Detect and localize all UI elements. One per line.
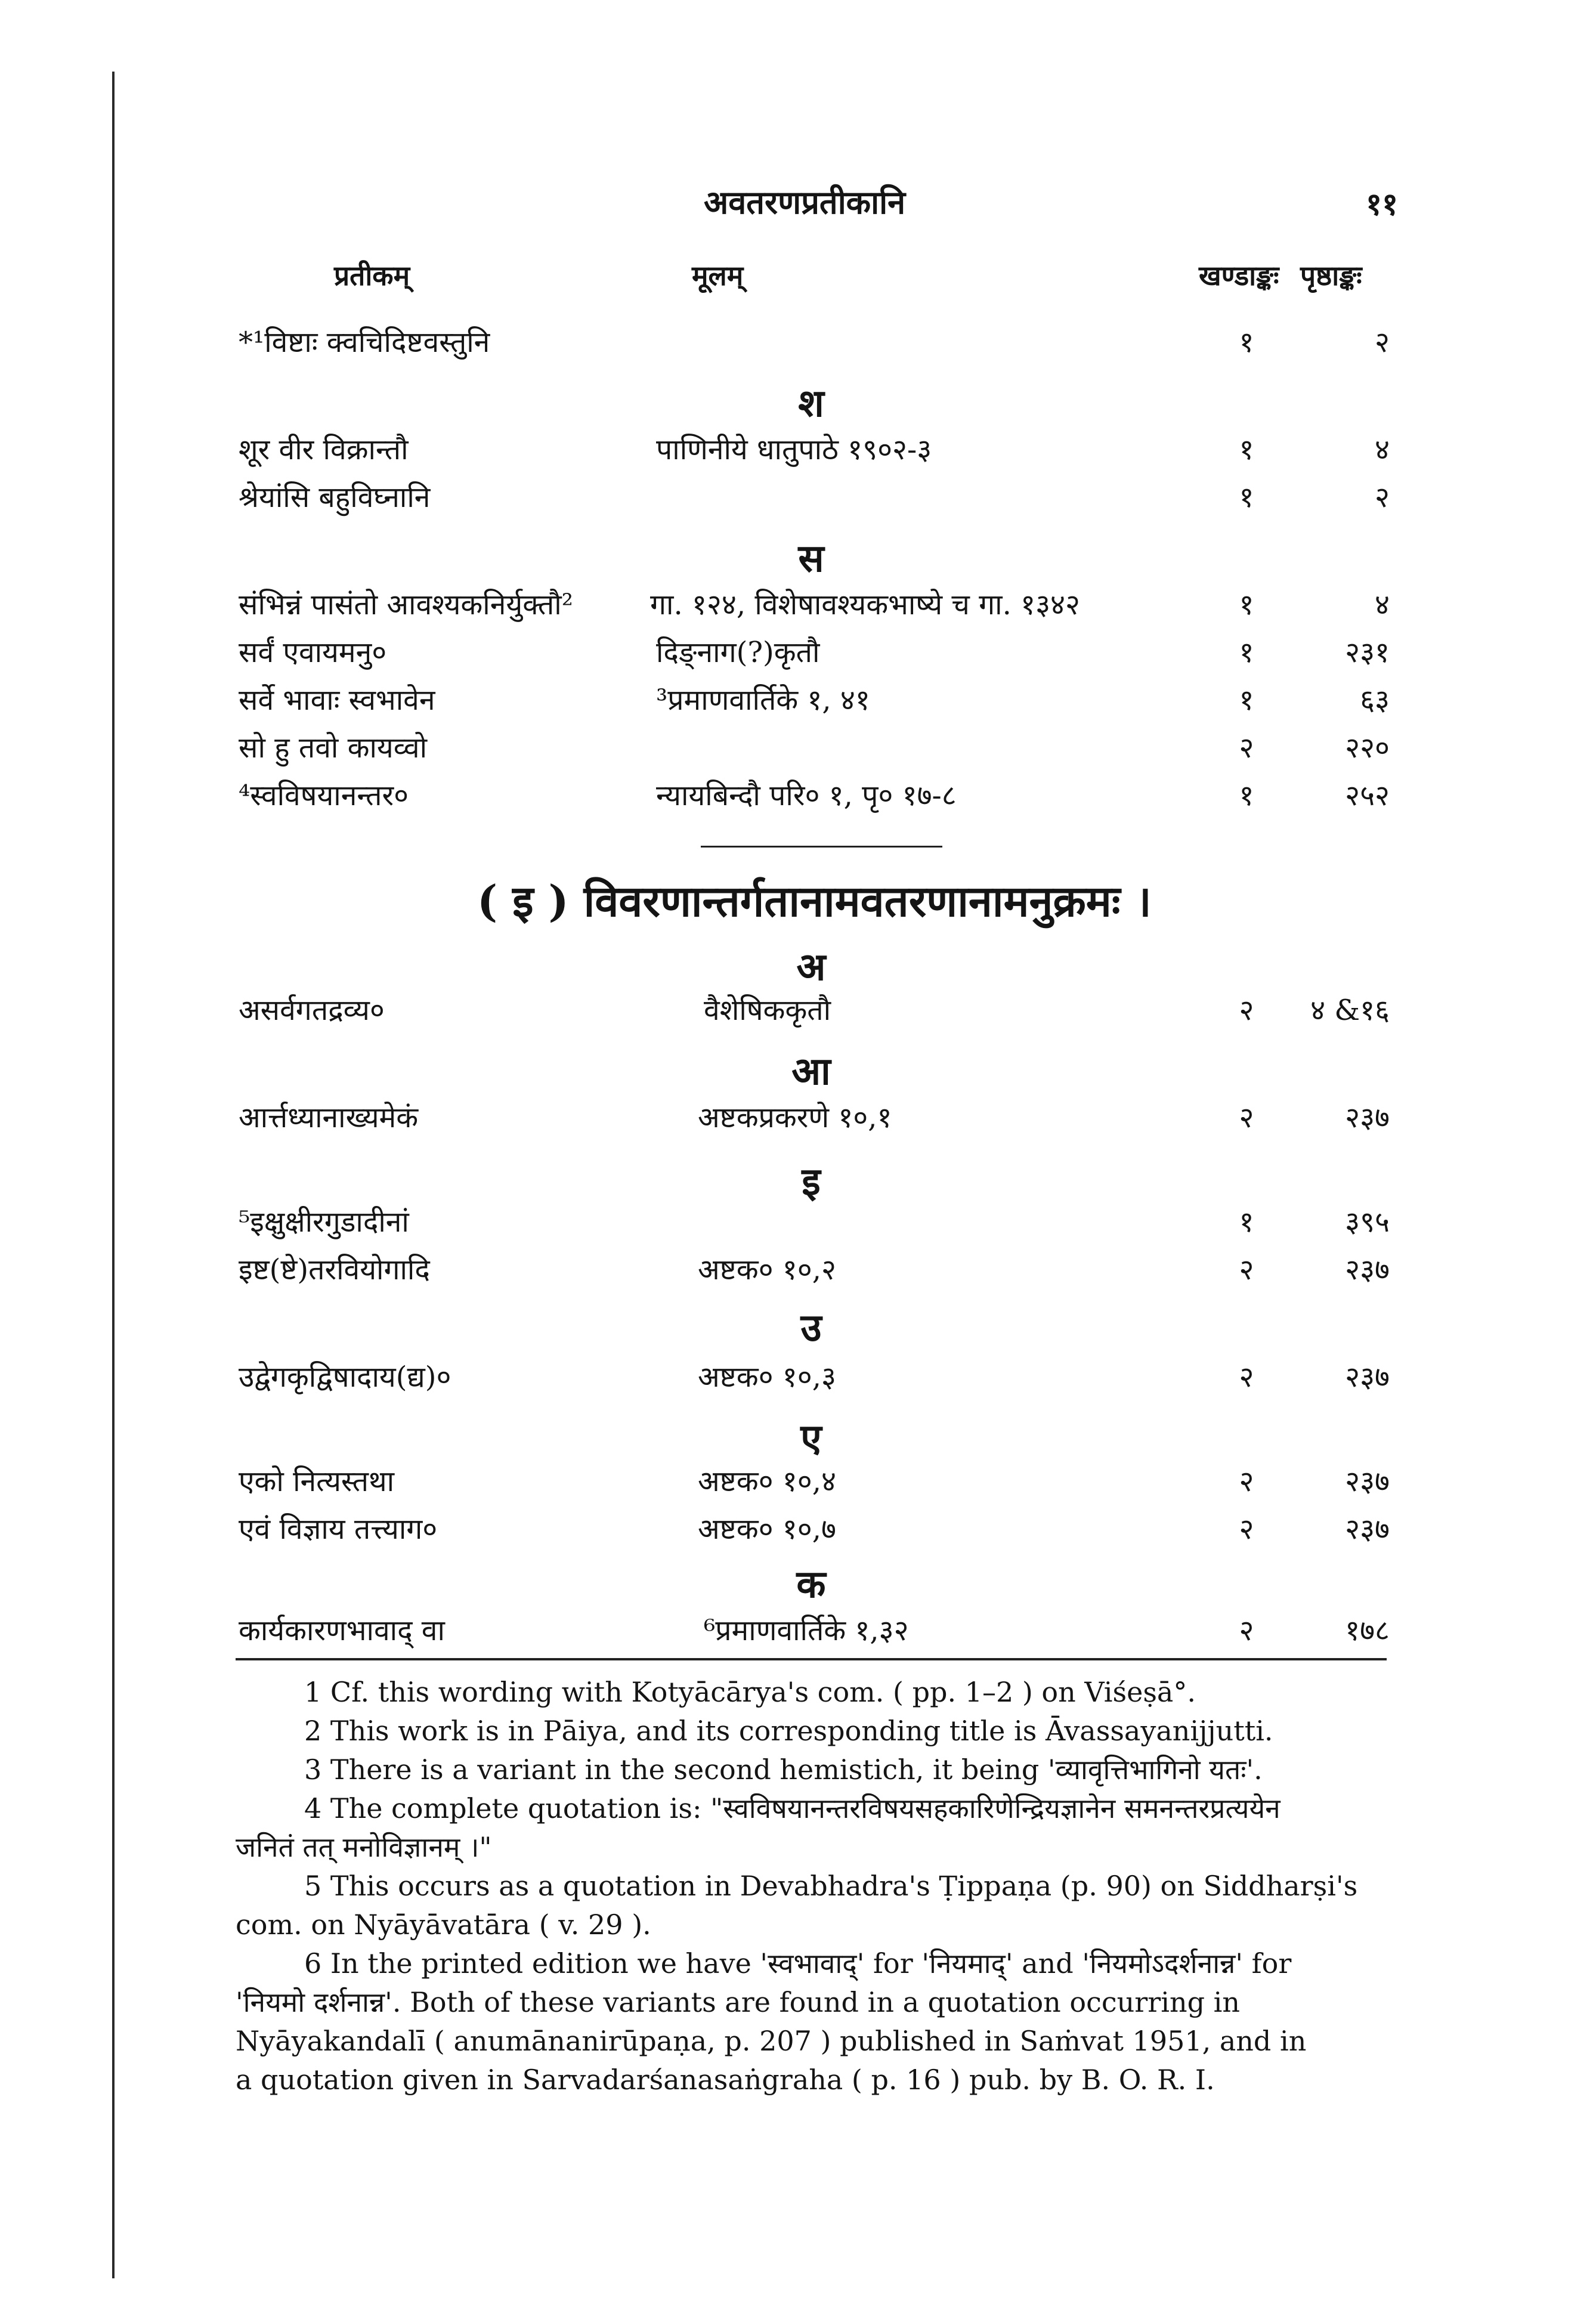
table-row xyxy=(239,322,1390,364)
section-heading: ( इ ) विवरणान्तर्गतानामवतरणानामनुक्रमः । xyxy=(477,876,1152,926)
pratikam-cell: आर्त्तध्यानाख्यमेकं xyxy=(239,1101,419,1134)
prishtha-cell: २३१ xyxy=(1345,636,1390,669)
pratikam-cell: श्रेयांसि बहुविघ्नानि xyxy=(239,481,431,514)
footnote-continuation: जनितं तत् मनोविज्ञानम् ।" xyxy=(236,1831,492,1863)
khanda-cell: १ xyxy=(1239,481,1254,514)
prishtha-cell: २२० xyxy=(1345,731,1390,765)
khanda-cell: २ xyxy=(1239,1465,1254,1498)
pratikam-cell: सो हु तवो कायव्वो xyxy=(239,731,428,765)
prishtha-cell: २ xyxy=(1375,481,1390,514)
table-row xyxy=(239,1509,1390,1551)
table-row xyxy=(239,1202,1390,1244)
section-letter: स xyxy=(798,536,824,581)
pratikam-cell: इष्ट(ष्टे)तरवियोगादि xyxy=(239,1253,430,1286)
pratikam-cell: एवं विज्ञाय तत्त्याग० xyxy=(239,1513,438,1546)
section-letter: श xyxy=(798,381,824,426)
table-row xyxy=(239,1461,1390,1503)
footnote-continuation: 'नियमो दर्शनान्न'. Both of these variants are found in a quotation occurring in xyxy=(236,1986,1240,2018)
mulam-cell: अष्टक० १०,७ xyxy=(698,1513,836,1546)
prishtha-cell: २३७ xyxy=(1345,1253,1390,1286)
mulam-cell: अष्टक० १०,२ xyxy=(698,1253,836,1286)
pratikam-cell: असर्वगतद्रव्य० xyxy=(239,994,385,1027)
khanda-cell: १ xyxy=(1239,588,1254,621)
mulam-cell: ⁶प्रमाणवार्तिके १,३२ xyxy=(704,1614,909,1647)
table-row xyxy=(239,1097,1390,1139)
section-letter: ए xyxy=(800,1416,822,1461)
section-letter: अ xyxy=(796,945,826,989)
column-header-prishtha: पृष्ठाङ्कः xyxy=(1300,259,1362,292)
khanda-cell: २ xyxy=(1239,1360,1254,1394)
khanda-cell: २ xyxy=(1239,731,1254,765)
column-header-pratikam: प्रतीकम् xyxy=(334,259,410,292)
khanda-cell: १ xyxy=(1239,779,1254,812)
prishtha-cell: ६३ xyxy=(1360,684,1390,717)
table-row xyxy=(239,632,1390,674)
khanda-cell: २ xyxy=(1239,1101,1254,1134)
mulam-cell: गा. १२४, विशेषावश्यकभाष्ये च गा. १३४२ xyxy=(650,588,1080,621)
prishtha-cell: २५२ xyxy=(1345,779,1390,812)
prishtha-cell: ४ &१६ xyxy=(1310,994,1390,1027)
mulam-cell: ³प्रमाणवार्तिके १, ४१ xyxy=(656,684,870,717)
section-letter: उ xyxy=(800,1306,822,1350)
section-letter: इ xyxy=(802,1159,821,1204)
khanda-cell: २ xyxy=(1239,994,1254,1027)
pratikam-cell: ⁵इक्षुक्षीरगुडादीनां xyxy=(239,1205,409,1239)
prishtha-cell: २३७ xyxy=(1345,1101,1390,1134)
footnote: 1 Cf. this wording with Kotyācārya's com. ( pp. 1–2 ) on Viśeṣā°. xyxy=(304,1676,1196,1708)
pratikam-cell: शूर वीर विक्रान्तौ xyxy=(239,433,409,466)
table-row xyxy=(239,429,1390,471)
footnote-rule xyxy=(236,1658,1387,1660)
table-row xyxy=(239,584,1390,626)
table-row xyxy=(239,728,1390,769)
khanda-cell: २ xyxy=(1239,1513,1254,1546)
mulam-cell: दिङ्नाग(?)कृतौ xyxy=(656,636,820,669)
prishtha-cell: १७८ xyxy=(1345,1614,1390,1647)
column-header-khanda: खण्डाङ्कः xyxy=(1199,259,1279,292)
mulam-cell: न्यायबिन्दौ परि० १, पृ० १७-८ xyxy=(656,779,957,812)
table-row xyxy=(239,990,1390,1032)
footnote-continuation: a quotation given in Sarvadarśanasaṅgraha ( p. 16 ) pub. by B. O. R. I. xyxy=(236,2064,1215,2096)
mulam-cell: अष्टक० १०,४ xyxy=(698,1465,836,1498)
pratikam-cell: कार्यकारणभावाद् वा xyxy=(239,1614,445,1647)
pratikam-cell: संभिन्नं पासंतो आवश्यकनिर्युक्तौ² xyxy=(239,588,573,621)
prishtha-cell: ३९५ xyxy=(1345,1205,1390,1239)
khanda-cell: १ xyxy=(1239,326,1254,359)
mulam-cell: पाणिनीये धातुपाठे १९०२-३ xyxy=(656,433,932,466)
khanda-cell: १ xyxy=(1239,684,1254,717)
footnote-continuation: Nyāyakandalī ( anumānanirūpaṇa, p. 207 ) published in Saṁvat 1951, and in xyxy=(236,2025,1307,2057)
column-header-mulam: मूलम् xyxy=(692,259,744,292)
prishtha-cell: ४ xyxy=(1375,433,1390,466)
section-divider xyxy=(701,846,942,848)
page-number: ११ xyxy=(1366,186,1399,222)
prishtha-cell: २३७ xyxy=(1345,1360,1390,1394)
pratikam-cell: *¹विष्टाः क्वचिदिष्टवस्तुनि xyxy=(239,326,490,359)
mulam-cell: अष्टकप्रकरणे १०,१ xyxy=(698,1101,892,1134)
pratikam-cell: सर्वं एवायमनु० xyxy=(239,636,387,669)
footnote: 4 The complete quotation is: "स्वविषयानन्तरविषयसहकारिणेन्द्रियज्ञानेन समनन्तरप्रत्ययेन xyxy=(304,1792,1280,1824)
section-letter: आ xyxy=(791,1049,831,1094)
footnote: 2 This work is in Pāiya, and its corresponding title is Āvassayanijjutti. xyxy=(304,1715,1273,1747)
khanda-cell: १ xyxy=(1239,433,1254,466)
table-row xyxy=(239,1357,1390,1399)
table-row xyxy=(239,477,1390,519)
pratikam-cell: सर्वे भावाः स्वभावेन xyxy=(239,684,435,717)
prishtha-cell: २३७ xyxy=(1345,1513,1390,1546)
footnote: 3 There is a variant in the second hemistich, it being 'व्यावृत्तिभागिनो यतः'. xyxy=(304,1753,1263,1786)
pratikam-cell: एको नित्यस्तथा xyxy=(239,1465,395,1498)
pratikam-cell: उद्वेगकृद्विषादाय(द्य)० xyxy=(239,1360,451,1394)
page-margin-line xyxy=(112,72,115,2278)
mulam-cell: अष्टक० १०,३ xyxy=(698,1360,836,1394)
table-row xyxy=(239,680,1390,722)
footnote: 5 This occurs as a quotation in Devabhadra's Ṭippaṇa (p. 90) on Siddharṣi's xyxy=(304,1870,1358,1902)
page-title: अवतरणप्रतीकानि xyxy=(704,183,906,221)
footnote-continuation: com. on Nyāyāvatāra ( v. 29 ). xyxy=(236,1909,651,1941)
khanda-cell: २ xyxy=(1239,1253,1254,1286)
prishtha-cell: २३७ xyxy=(1345,1465,1390,1498)
table-row xyxy=(239,1250,1390,1291)
footnote: 6 In the printed edition we have 'स्वभावाद्' for 'नियमाद्' and 'नियमोऽदर्शनान्न' for xyxy=(304,1947,1292,1980)
khanda-cell: १ xyxy=(1239,1205,1254,1239)
prishtha-cell: ४ xyxy=(1375,588,1390,621)
prishtha-cell: २ xyxy=(1375,326,1390,359)
table-row xyxy=(239,775,1390,817)
mulam-cell: वैशेषिककृतौ xyxy=(704,994,831,1027)
khanda-cell: २ xyxy=(1239,1614,1254,1647)
section-letter: क xyxy=(796,1562,826,1607)
pratikam-cell: ⁴स्वविषयानन्तर० xyxy=(239,779,409,812)
khanda-cell: १ xyxy=(1239,636,1254,669)
table-row xyxy=(239,1610,1390,1652)
